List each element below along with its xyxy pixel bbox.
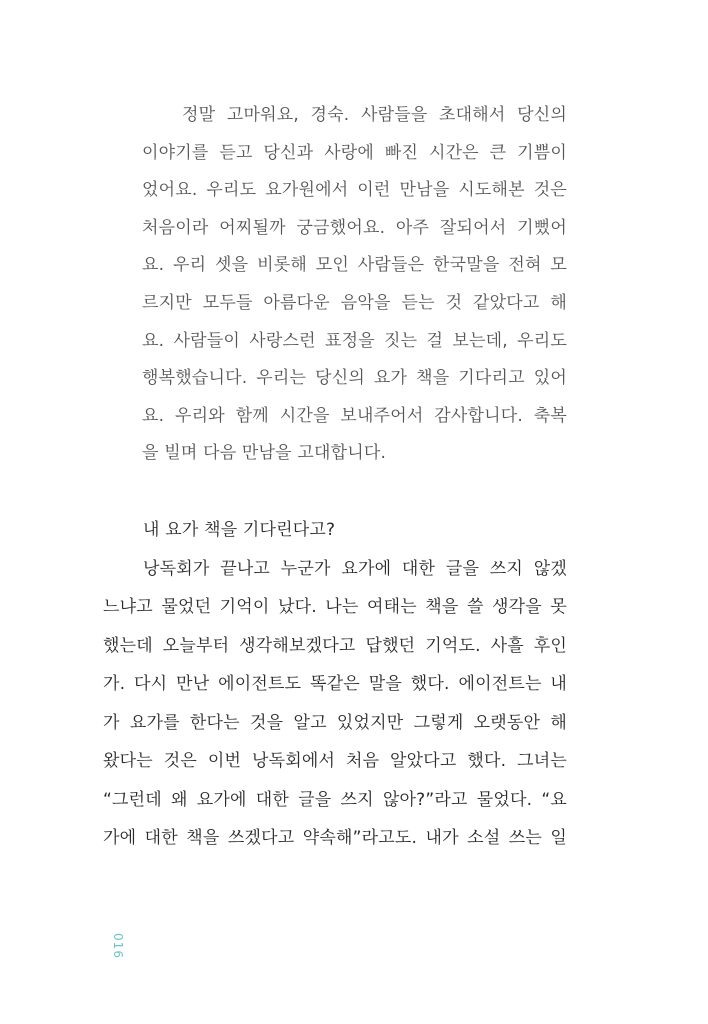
body-line: 가. 다시 만난 에이전트도 똑같은 말을 했다. 에이전트는 내 <box>103 674 567 694</box>
letter-line: 요. 우리와 함께 시간을 보내주어서 감사합니다. 축복 <box>142 405 567 426</box>
body-line: 가에 대한 책을 쓰겠다고 약속해”라고도. 내가 소설 쓰는 일 <box>103 828 567 848</box>
letter-line: 르지만 모두들 아름다운 음악을 듣는 것 같았다고 해 <box>142 292 567 313</box>
letter-line: 을 빌며 다음 만남을 고대합니다. <box>142 443 387 464</box>
body-text <box>103 511 567 858</box>
body-line: 왔다는 것은 이번 낭독회에서 처음 알았다고 했다. 그녀는 <box>103 751 567 771</box>
body-line: 했는데 오늘부터 생각해보겠다고 답했던 기억도. 사흘 후인 <box>103 635 567 656</box>
letter-line: 이야기를 듣고 당신과 사랑에 빠진 시간은 큰 기쁨이 <box>142 142 567 163</box>
letter-line: 요. 우리 셋을 비롯해 모인 사람들은 한국말을 전혀 모 <box>142 255 567 276</box>
letter-line: 처음이라 어찌될까 궁금했어요. 아주 잘되어서 기뻤어 <box>142 217 567 238</box>
body-line: 가 요가를 한다는 것을 알고 있었지만 그렇게 오랫동안 해 <box>103 712 567 733</box>
letter-line: 정말 고마워요, 경숙. 사람들을 초대해서 당신의 <box>182 105 567 125</box>
letter-line: 었어요. 우리도 요가원에서 이런 만남을 시도해본 것은 <box>142 180 567 201</box>
section-heading: 내 요가 책을 기다린다고? <box>143 520 336 540</box>
body-line: “그런데 왜 요가에 대한 글을 쓰지 않아?”라고 물었다. “요 <box>103 789 567 810</box>
quoted-letter <box>142 97 567 473</box>
letter-line: 행복했습니다. 우리는 당신의 요가 책을 기다리고 있어 <box>142 368 567 389</box>
body-line: 느냐고 물었던 기억이 났다. 나는 여태는 책을 쓸 생각을 못 <box>103 597 567 617</box>
body-line: 낭독회가 끝나고 누군가 요가에 대한 글을 쓰지 않겠 <box>143 558 567 579</box>
letter-line: 요. 사람들이 사랑스런 표정을 짓는 걸 보는데, 우리도 <box>142 330 567 351</box>
page-number: 016 <box>111 933 125 959</box>
